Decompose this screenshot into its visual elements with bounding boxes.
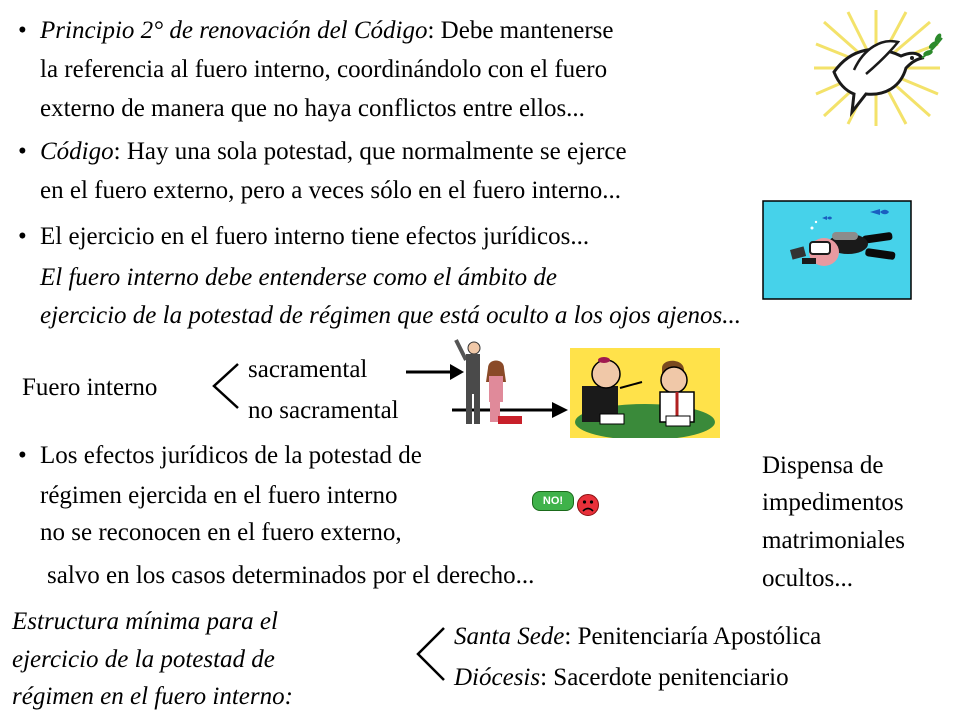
p2-line2: en el fuero externo, pero a veces sólo en el fuero interno... (40, 177, 622, 204)
p1-rest: : Debe mantenerse (427, 17, 614, 44)
p1-line1 (40, 14, 614, 47)
p2-rest: : Hay una sola potestad, que normalmente se ejerce (113, 138, 627, 165)
p1-lead: Principio 2° de renovación del Código (40, 17, 428, 44)
p3-line1: El ejercicio en el fuero interno tiene efectos jurídicos... (40, 223, 590, 250)
p4-line4: salvo en los casos determinados por el derecho... (47, 562, 535, 589)
no-badge (532, 491, 574, 511)
diocesis-line (454, 661, 789, 694)
p4-line2: régimen ejercida en el fuero interno (40, 482, 398, 509)
dove-image (806, 8, 946, 128)
estructura-bracket (410, 624, 450, 686)
estructura-line3: régimen en el fuero interno: (12, 683, 293, 710)
fuero-no-sacramental: no sacramental (248, 397, 399, 424)
estructura-line1: Estructura mínima para el (12, 608, 278, 635)
diver-image (762, 200, 912, 300)
p3-def2: ejercicio de la potestad de régimen que está oculto a los ojos ajenos... (40, 302, 742, 329)
p3-def1: El fuero interno debe entenderse como el ámbito de (40, 264, 557, 291)
dispensa-line3: matrimoniales (762, 527, 906, 554)
estructura-line2: ejercicio de la potestad de (12, 646, 275, 673)
diocesis-rest: : Sacerdote penitenciario (540, 664, 789, 691)
p2-lead: Código (40, 138, 114, 165)
no-badge-text: NO! (542, 495, 564, 507)
confession-image (452, 334, 534, 428)
sede-lead: Santa Sede (454, 623, 565, 650)
bullet-4: • (18, 442, 27, 469)
p2-line1 (40, 135, 627, 168)
fuero-label: Fuero interno (22, 374, 158, 401)
diocesis-lead: Diócesis (454, 664, 541, 691)
bullet-3: • (18, 223, 27, 250)
p4-line3: no se reconocen en el fuero externo, (40, 519, 402, 546)
argument-image (570, 348, 720, 438)
frown-face-icon (576, 492, 600, 518)
fuero-bracket (208, 360, 244, 412)
p1-line2: la referencia al fuero interno, coordinándolo con el fuero (40, 56, 608, 83)
bullet-2: • (18, 138, 27, 165)
p4-line1: Los efectos jurídicos de la potestad de (40, 442, 422, 469)
dispensa-line1: Dispensa de (762, 452, 884, 479)
bullet-1: • (18, 17, 27, 44)
dispensa-line4: ocultos... (762, 565, 853, 592)
sede-line (454, 620, 821, 653)
p1-line3: externo de manera que no haya conflictos entre ellos... (40, 95, 585, 122)
dispensa-line2: impedimentos (762, 489, 904, 516)
sede-rest: : Penitenciaría Apostólica (564, 623, 822, 650)
fuero-sacramental: sacramental (248, 356, 368, 383)
